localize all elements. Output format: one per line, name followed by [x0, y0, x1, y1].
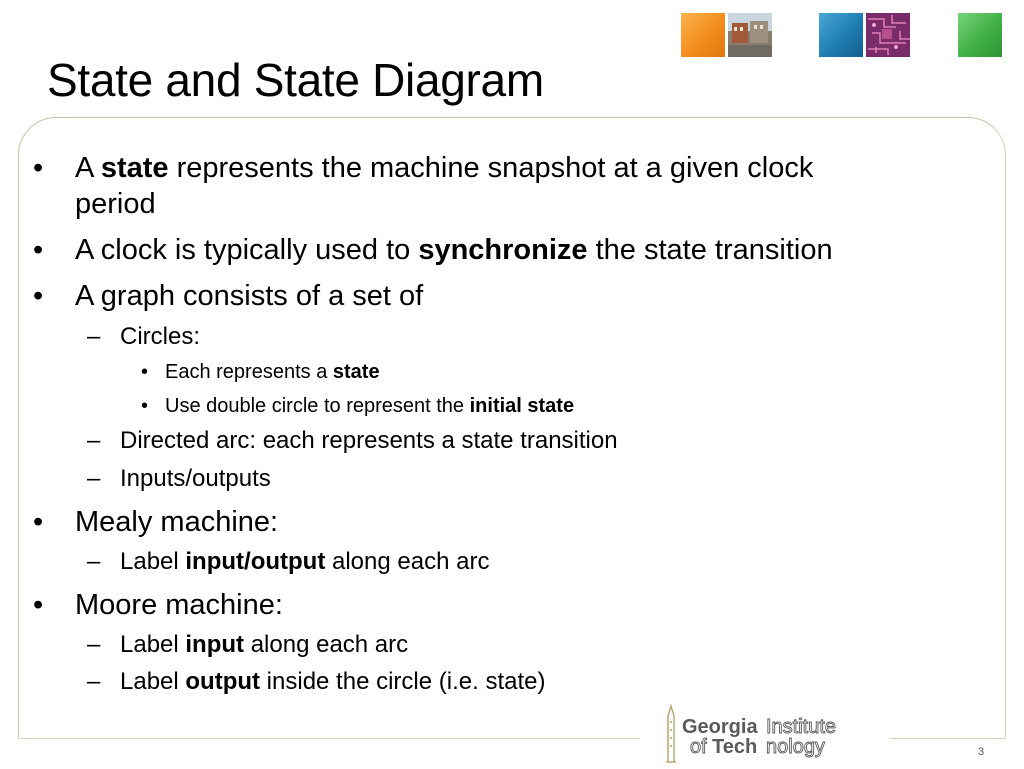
bullet-bold: input — [185, 631, 245, 658]
bullet-text: Moore machine: — [75, 589, 283, 621]
bullet-bold: initial state — [469, 395, 575, 417]
bullet-glyph: – — [87, 465, 101, 492]
bullet-text: inside the circle (i.e. state) — [260, 668, 546, 695]
sub-sub-bullet-double-circle — [141, 393, 965, 419]
page-number: 3 — [978, 746, 985, 758]
bullet-text: along each arc — [244, 631, 409, 658]
sub-bullet-circles — [87, 322, 980, 352]
bullet-glyph: – — [87, 668, 101, 695]
bullet-text: A — [75, 152, 101, 184]
logo-institute: Institute — [766, 716, 837, 738]
blue-square-icon — [819, 13, 863, 57]
logo-of: of — [690, 736, 707, 758]
slide-title: State and State Diagram — [47, 54, 544, 106]
circuit-photo-icon — [866, 13, 910, 57]
bullet-glyph: • — [141, 361, 149, 383]
bullet-text: Directed arc: each represents a state transition — [120, 427, 618, 454]
bullet-graph — [33, 278, 975, 314]
sub-bullet-mealy-label — [87, 547, 980, 577]
sub-bullet-directed-arc — [87, 426, 980, 456]
bullet-bold: synchronize — [418, 234, 588, 266]
bullet-text: A clock is typically used to — [75, 234, 419, 266]
bullet-glyph: – — [87, 323, 101, 350]
bullet-glyph: • — [33, 234, 44, 266]
campus-photo-icon — [728, 13, 772, 57]
frame-bottom-line-right — [890, 738, 1006, 739]
sub-bullet-moore-input — [87, 630, 980, 660]
bullet-glyph: – — [87, 631, 101, 658]
bullet-text: Label — [120, 548, 186, 575]
bullet-glyph: – — [87, 548, 101, 575]
sub-sub-bullet-each-state — [141, 359, 965, 385]
bullet-text: A graph consists of a set of — [75, 280, 424, 312]
georgia-tech-logo — [660, 702, 890, 764]
bullet-mealy — [33, 504, 975, 540]
bullet-text: Circles: — [120, 323, 201, 350]
sub-bullet-moore-output — [87, 667, 980, 697]
bullet-text: Label — [120, 668, 186, 695]
bullet-clock — [33, 232, 975, 268]
bullet-text: represents the machine snapshot at a given clock — [168, 152, 814, 184]
bullet-state-definition — [33, 150, 975, 222]
bullet-text: Label — [120, 631, 186, 658]
logo-tech: Tech — [712, 736, 758, 758]
orange-square-icon — [681, 13, 725, 57]
bullet-bold: output — [185, 668, 261, 695]
bullet-bold: state — [100, 152, 169, 184]
bullet-glyph: • — [33, 589, 44, 621]
bullet-glyph: • — [33, 152, 44, 184]
green-square-icon — [958, 13, 1002, 57]
bullet-bold: state — [332, 361, 380, 383]
bullet-text-continuation: period — [75, 188, 156, 220]
frame-bottom-line — [18, 738, 640, 739]
bullet-bold: input/output — [185, 548, 326, 575]
bullet-glyph: – — [87, 427, 101, 454]
gt-tower-logo-icon — [660, 702, 890, 764]
bullet-text: Use double circle to represent the — [165, 395, 470, 417]
bullet-text: Mealy machine: — [75, 506, 279, 538]
bullet-glyph: • — [33, 280, 44, 312]
bullet-text: along each arc — [325, 548, 490, 575]
bullet-text: Inputs/outputs — [120, 465, 271, 492]
logo-nology: nology — [766, 736, 825, 758]
logo-georgia: Georgia — [682, 716, 758, 738]
bullet-text: the state transition — [587, 234, 833, 266]
sub-bullet-inputs-outputs — [87, 464, 980, 494]
bullet-glyph: • — [141, 395, 149, 417]
bullet-glyph: • — [33, 506, 44, 538]
bullet-text: Each represents a — [165, 361, 333, 383]
bullet-moore — [33, 587, 975, 623]
